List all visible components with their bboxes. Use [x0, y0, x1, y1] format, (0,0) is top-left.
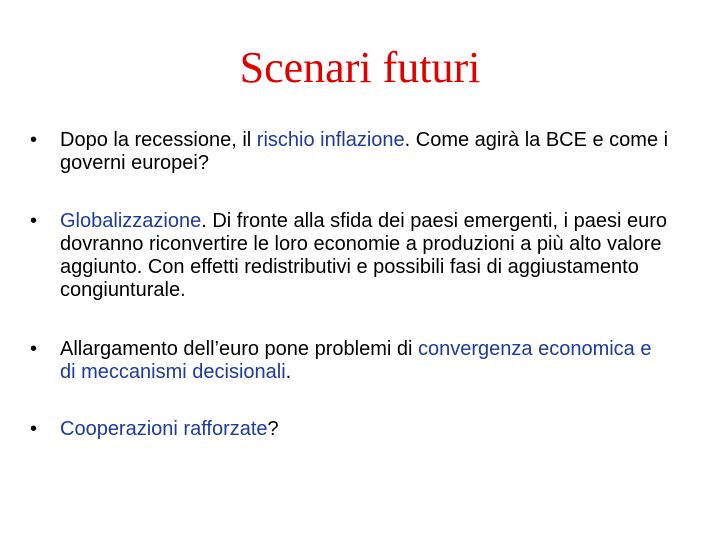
highlight-text: Globalizzazione [60, 210, 202, 232]
bullet-text: Allargamento dell’euro pone problemi di [60, 338, 418, 360]
bullet-icon: • [30, 338, 38, 360]
bullet-icon: • [30, 418, 38, 440]
bullet-text: ? [267, 418, 279, 440]
bullet-item-globalization [30, 210, 670, 302]
bullet-text: Dopo la recessione, il [60, 129, 257, 151]
bullet-text: . [285, 361, 292, 383]
bullet-item-enlargement [30, 338, 670, 384]
bullet-text: . Come agirà la BCE e come i governi europei? [60, 129, 669, 174]
bullet-list [30, 129, 670, 476]
bullet-icon: • [30, 129, 38, 151]
bullet-icon: • [30, 210, 38, 232]
bullet-item-inflation [30, 129, 670, 175]
highlight-text: rischio inflazione [256, 129, 405, 151]
highlight-text: Cooperazioni rafforzate [60, 418, 268, 440]
slide-title: Scenari futuri [239, 43, 481, 92]
bullet-item-cooperation [30, 418, 670, 441]
bullet-text: . Di fronte alla sfida dei paesi emergenti, i paesi euro dovranno riconvertire le loro economie a produzioni a più alto valore aggiunto. Con effetti redistributivi e possibili fasi di aggiustamento congiunturale. [60, 210, 668, 301]
highlight-text: convergenza economica e di meccanismi decisionali [60, 338, 652, 383]
